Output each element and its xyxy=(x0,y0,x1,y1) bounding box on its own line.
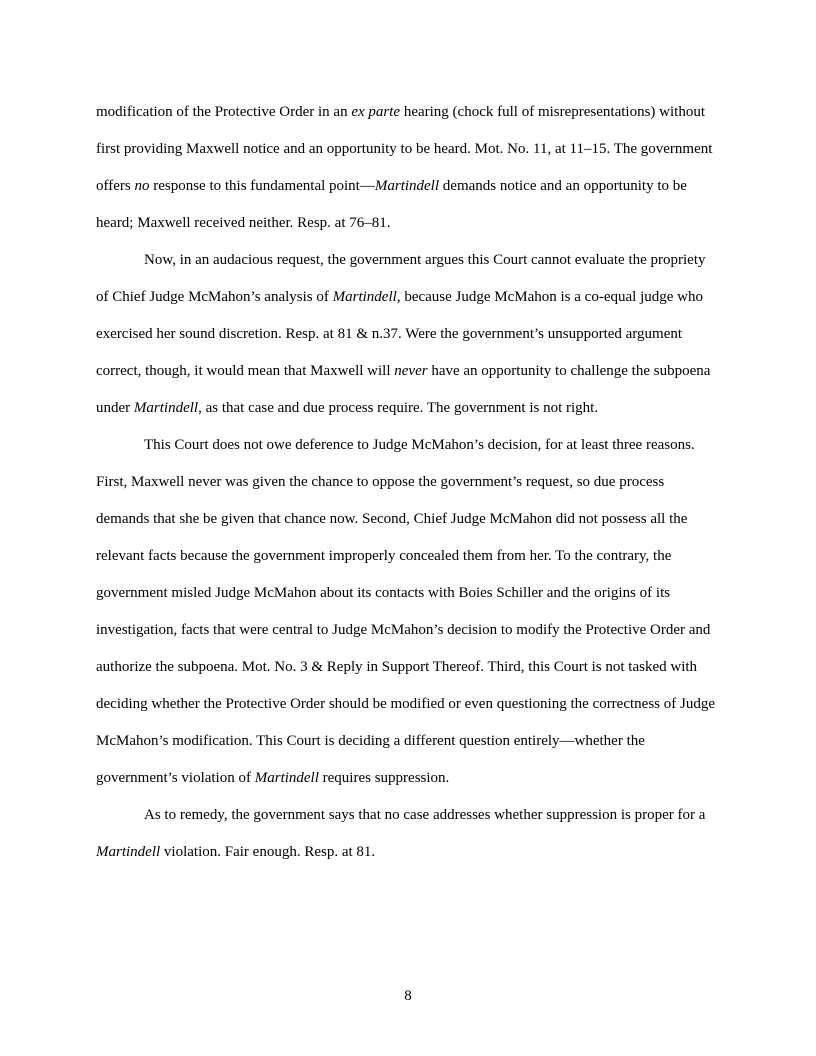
text-run-italic: Martindell xyxy=(374,178,440,194)
text-run-italic: ex parte xyxy=(351,104,401,120)
text-run: modification of the Protective Order in an xyxy=(96,104,352,120)
paragraph xyxy=(96,94,720,242)
text-run: demands notice and an opportunity to be heard; Maxwell received neither. Resp. at 76–81. xyxy=(96,178,687,231)
text-run: , because Judge McMahon is a co-equal judge who exercised her sound discretion. Resp. at 81 & n.37. Were the government’s unsupported argument correct, though, it would mean that Maxwell will xyxy=(96,289,703,379)
text-run-italic: Martindell xyxy=(96,844,161,860)
text-run-italic: Martindell xyxy=(254,770,319,786)
text-run: hearing (chock full of misrepresentations) without first providing Maxwell notice and an opportunity to be heard. Mot. No. 11, at 11–15. The government offers xyxy=(96,104,713,194)
text-run: As to remedy, the government says that no case addresses whether suppression is proper for a xyxy=(144,807,706,823)
text-run-italic: Martindell xyxy=(332,289,397,305)
text-run: have an opportunity to challenge the subpoena under xyxy=(96,363,711,416)
text-run-italic: no xyxy=(134,178,150,194)
document-body xyxy=(96,94,720,871)
text-run: violation. Fair enough. Resp. at 81. xyxy=(160,844,376,860)
text-run: Now, in an audacious request, the government argues this Court cannot evaluate the propriety of Chief Judge McMahon’s analysis of xyxy=(96,252,706,305)
text-run: This Court does not owe deference to Judge McMahon’s decision, for at least three reasons. First, Maxwell never was given the chance to oppose the government’s request, so due process demands that she be given that chance now. Second, Chief Judge McMahon did not possess all the relevant facts because the government improperly concealed them from her. To the contrary, the government misled Judge McMahon about its contacts with Boies Schiller and the origins of its investigation, facts that were central to Judge McMahon’s decision to modify the Protective Order and authorize the subpoena. Mot. No. 3 & Reply in Support Thereof. Third, this Court is not tasked with deciding whether the Protective Order should be modified or even questioning the correctness of Judge McMahon’s modification. This Court is deciding a different question entirely—whether the government’s violation of xyxy=(96,437,715,786)
paragraph xyxy=(96,242,720,427)
text-run: response to this fundamental point— xyxy=(149,178,375,194)
text-run-italic: never xyxy=(394,363,428,379)
paragraph xyxy=(96,427,720,797)
page-number: 8 xyxy=(404,988,412,1004)
paragraph xyxy=(96,797,720,871)
text-run-italic: Martindell xyxy=(133,400,199,416)
text-run: requires suppression. xyxy=(318,770,450,786)
text-run: , as that case and due process require. The government is not right. xyxy=(198,400,599,416)
